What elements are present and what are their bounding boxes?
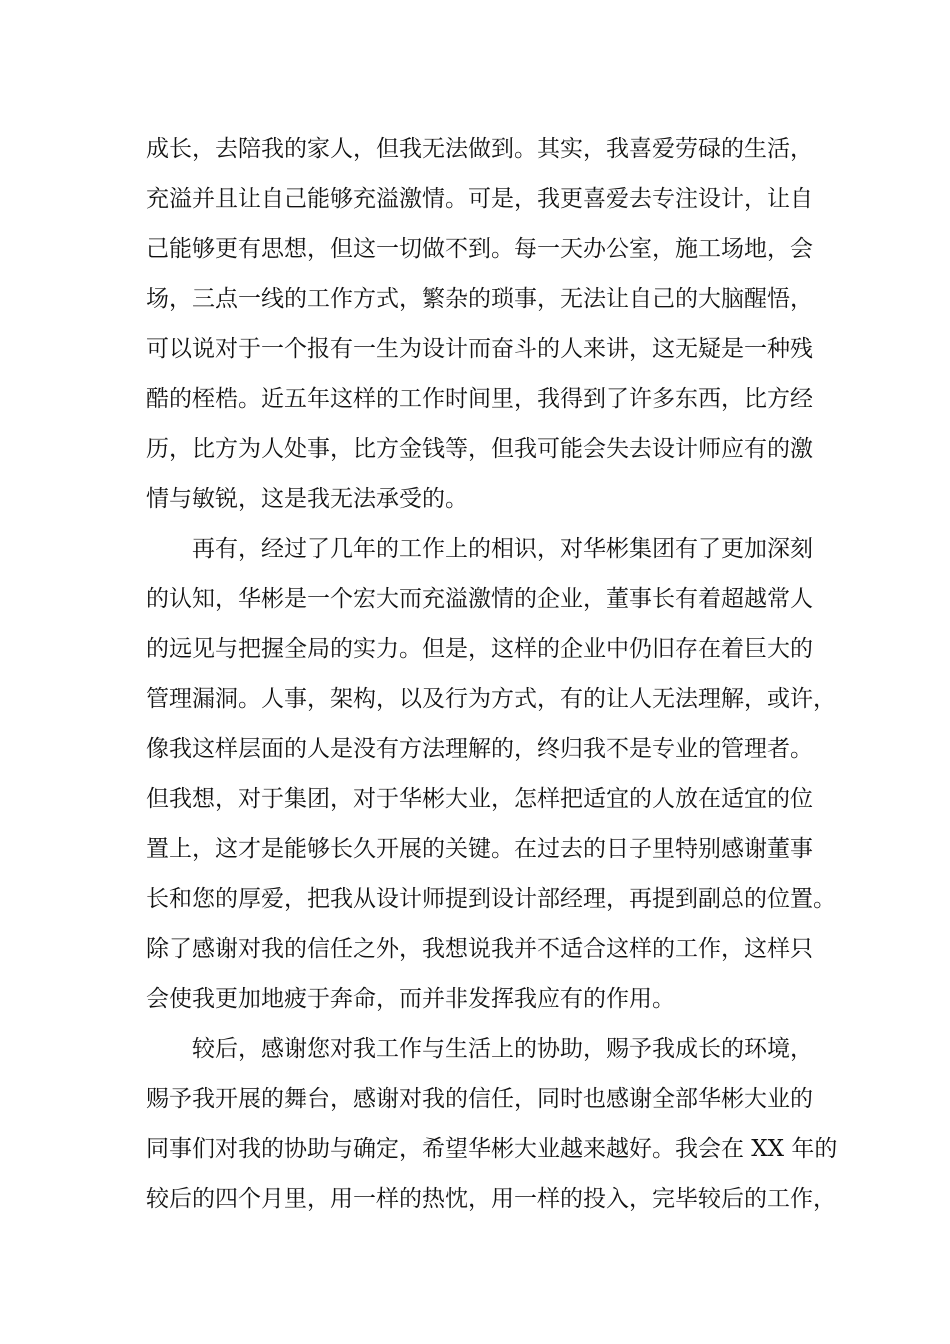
text-line: 赐予我开展的舞台，感谢对我的信任，同时也感谢全部华彬大业的	[146, 1086, 813, 1112]
text-line: 再有，经过了几年的工作上的相识，对华彬集团有了更加深刻	[192, 536, 813, 562]
text-line: 的远见与把握全局的实力。但是，这样的企业中仍旧存在着巨大的	[146, 636, 813, 662]
document-body	[146, 124, 838, 1224]
text-line: 的认知，华彬是一个宏大而充溢激情的企业，董事长有着超越常人	[146, 586, 813, 612]
text-line: 情与敏锐，这是我无法承受的。	[146, 486, 468, 512]
text-line: 较后的四个月里，用一样的热忱，用一样的投入，完毕较后的工作，	[146, 1186, 836, 1212]
text-line: 会使我更加地疲于奔命，而并非发挥我应有的作用。	[146, 986, 675, 1012]
paragraph-1	[146, 124, 826, 524]
text-line: 场，三点一线的工作方式，繁杂的琐事，无法让自己的大脑醒悟，	[146, 286, 813, 312]
paragraph-3	[146, 1024, 838, 1224]
text-line: 历，比方为人处事，比方金钱等，但我可能会失去设计师应有的激	[146, 436, 813, 462]
text-line: 管理漏洞。人事，架构，以及行为方式，有的让人无法理解，或许，	[146, 686, 836, 712]
text-line: 同事们对我的协助与确定，希望华彬大业越来越好。我会在 XX 年的	[146, 1136, 838, 1162]
text-line: 充溢并且让自己能够充溢激情。可是，我更喜爱去专注设计，让自	[146, 186, 813, 212]
text-line: 可以说对于一个报有一生为设计而奋斗的人来讲，这无疑是一种残	[146, 336, 813, 362]
text-line: 己能够更有思想，但这一切做不到。每一天办公室，施工场地，会	[146, 236, 813, 262]
text-line: 长和您的厚爱，把我从设计师提到设计部经理，再提到副总的位置。	[146, 886, 836, 912]
text-line: 除了感谢对我的信任之外，我想说我并不适合这样的工作，这样只	[146, 936, 813, 962]
text-line: 成长，去陪我的家人，但我无法做到。其实，我喜爱劳碌的生活，	[146, 136, 813, 162]
text-line: 置上，这才是能够长久开展的关键。在过去的日子里特别感谢董事	[146, 836, 813, 862]
text-line: 酷的桎梏。近五年这样的工作时间里，我得到了许多东西，比方经	[146, 386, 813, 412]
text-line: 较后，感谢您对我工作与生活上的协助，赐予我成长的环境，	[192, 1036, 813, 1062]
text-line: 像我这样层面的人是没有方法理解的，终归我不是专业的管理者。	[146, 736, 813, 762]
text-line: 但我想，对于集团，对于华彬大业，怎样把适宜的人放在适宜的位	[146, 786, 813, 812]
paragraph-2	[146, 524, 836, 1024]
